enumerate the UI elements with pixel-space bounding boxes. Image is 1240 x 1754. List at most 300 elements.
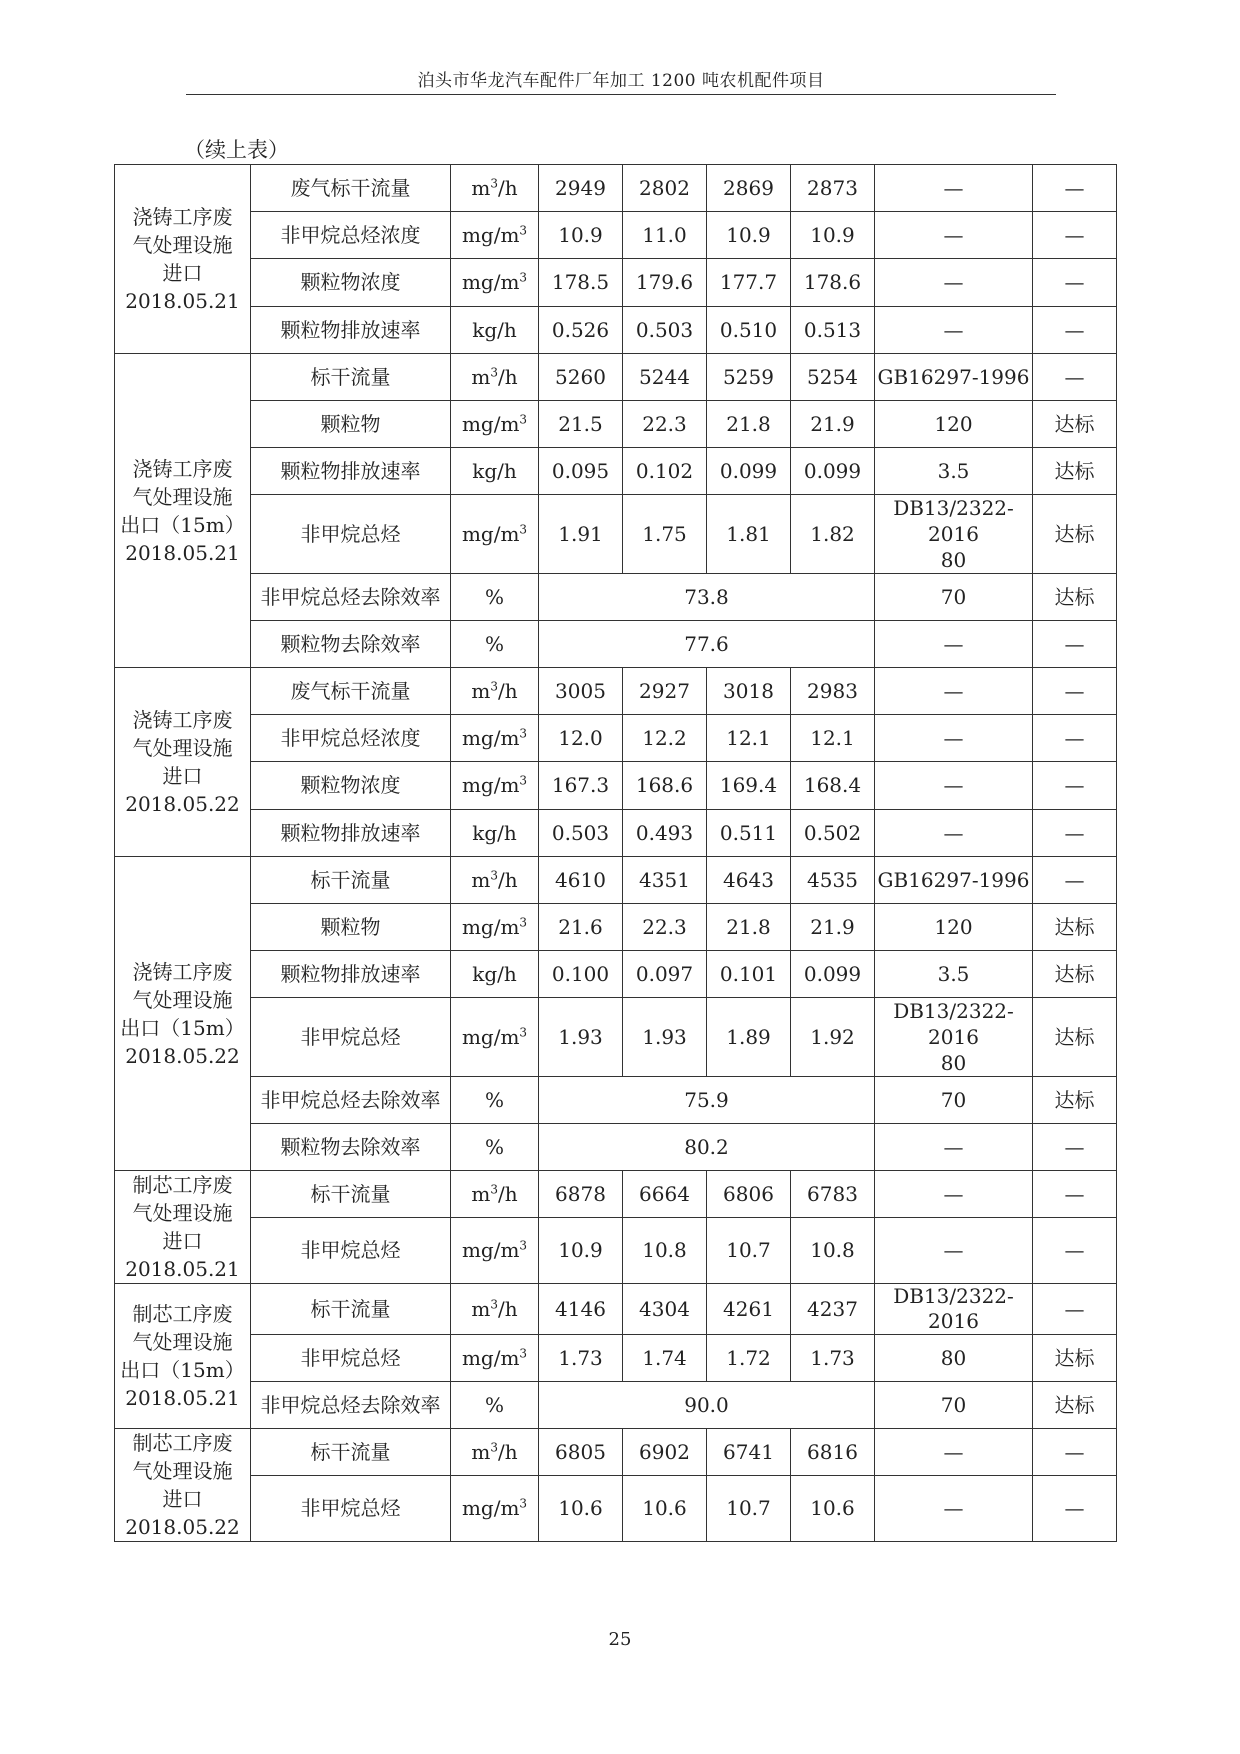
table-row [115,212,1117,259]
unit-tail: /h [497,867,518,892]
group-label-line: 2018.05.22 [125,792,240,816]
item-cell: 非甲烷总烃 [251,998,451,1077]
standard-cell: — [875,668,1033,715]
unit-superscript: 3 [519,914,528,929]
unit-superscript: 3 [490,175,498,190]
item-cell: 颗粒物去除效率 [251,621,451,668]
item-cell: 非甲烷总烃去除效率 [251,574,451,621]
value-cell: 22.3 [623,904,707,951]
group-label-line: 浇铸工序废 [132,959,233,984]
unit-tail: /h [497,678,518,703]
group-label-line: 出口（15m） [120,512,245,537]
item-cell: 非甲烷总烃去除效率 [251,1077,451,1124]
standard-cell: GB16297-1996 [875,857,1033,904]
item-cell: 标干流量 [251,1284,451,1335]
result-cell: 达标 [1033,574,1117,621]
table-row [115,668,1117,715]
table-row [115,621,1117,668]
table-row [115,1429,1117,1476]
unit-base: m [471,1439,491,1464]
value-cell: 168.4 [791,762,875,810]
unit-base: m [471,678,491,703]
value-cell: 12.1 [707,715,791,762]
unit-cell [451,762,539,810]
unit-superscript: 3 [519,773,528,788]
table-row [115,495,1117,574]
unit-cell [451,668,539,715]
unit-base: mg/m [461,914,520,939]
result-cell: 达标 [1033,401,1117,448]
unit-tail: /h [497,1439,518,1464]
group-label-cell [115,165,251,354]
standard-cell: — [875,1476,1033,1542]
value-cell: 6741 [707,1429,791,1476]
unit-base: kg/h [472,820,517,845]
group-label-line: 2018.05.21 [125,1257,240,1281]
standard-cell: — [875,762,1033,810]
unit-cell [451,495,539,574]
unit-cell [451,1218,539,1284]
header-rule [186,94,1056,95]
monitoring-results-table [114,164,1117,1542]
value-cell: 3005 [539,668,623,715]
merged-value-cell: 75.9 [539,1077,875,1124]
item-cell: 标干流量 [251,1429,451,1476]
table-row [115,951,1117,998]
result-cell: — [1033,1284,1117,1335]
merged-value-cell: 73.8 [539,574,875,621]
unit-base: % [484,1134,504,1159]
item-cell: 非甲烷总烃浓度 [251,715,451,762]
standard-code: DB13/2322-2016 [893,496,1014,546]
item-cell: 废气标干流量 [251,668,451,715]
group-label-line: 2018.05.21 [125,289,240,313]
value-cell: 6806 [707,1171,791,1218]
item-cell: 非甲烷总烃 [251,1476,451,1542]
value-cell: 4237 [791,1284,875,1335]
unit-superscript: 3 [519,411,528,426]
unit-base: % [484,631,504,656]
standard-cell [875,495,1033,574]
unit-base: mg/m [461,521,520,546]
value-cell: 10.7 [707,1476,791,1542]
value-cell: 6664 [623,1171,707,1218]
item-cell: 颗粒物排放速率 [251,951,451,998]
standard-cell: 70 [875,574,1033,621]
value-cell: 4146 [539,1284,623,1335]
value-cell: 6878 [539,1171,623,1218]
unit-cell [451,998,539,1077]
group-label-line: 2018.05.21 [125,1386,240,1410]
standard-cell: — [875,307,1033,354]
result-cell: — [1033,1218,1117,1284]
value-cell: 0.493 [623,810,707,857]
value-cell: 1.93 [623,998,707,1077]
value-cell: 1.81 [707,495,791,574]
unit-base: mg/m [461,1345,520,1370]
group-label-line: 气处理设施 [132,1201,233,1225]
item-cell: 非甲烷总烃 [251,1335,451,1382]
standard-cell: — [875,165,1033,212]
table-row [115,857,1117,904]
group-label-line: 进口 [162,261,203,285]
value-cell: 4304 [623,1284,707,1335]
table-row [115,1077,1117,1124]
unit-base: m [471,364,491,389]
group-label-line: 制芯工序废 [132,1173,233,1197]
result-cell: 达标 [1033,998,1117,1077]
unit-tail: /h [497,1296,518,1321]
value-cell: 10.8 [623,1218,707,1284]
group-label-line: 出口（15m） [120,1015,245,1040]
value-cell: 4351 [623,857,707,904]
value-cell: 0.101 [707,951,791,998]
value-cell: 1.75 [623,495,707,574]
value-cell: 6805 [539,1429,623,1476]
result-cell: — [1033,715,1117,762]
group-label-line: 气处理设施 [132,484,233,509]
result-cell: — [1033,259,1117,307]
value-cell: 10.8 [791,1218,875,1284]
value-cell: 21.5 [539,401,623,448]
unit-cell [451,354,539,401]
continued-label: （续上表） [184,138,289,162]
table-row [115,307,1117,354]
unit-superscript: 3 [519,725,528,740]
table-row [115,401,1117,448]
group-label-cell [115,1429,251,1542]
unit-cell [451,1429,539,1476]
unit-tail: /h [497,364,518,389]
group-label-cell [115,1171,251,1284]
unit-cell [451,1382,539,1429]
unit-cell [451,307,539,354]
standard-cell [875,998,1033,1077]
result-cell: — [1033,621,1117,668]
unit-base: mg/m [461,222,520,247]
value-cell: 2802 [623,165,707,212]
standard-cell: 120 [875,401,1033,448]
group-label-line: 2018.05.22 [125,1043,240,1068]
result-cell: 达标 [1033,495,1117,574]
value-cell: 1.82 [791,495,875,574]
unit-base: mg/m [461,773,520,797]
result-cell: — [1033,165,1117,212]
value-cell: 10.9 [539,212,623,259]
value-cell: 0.097 [623,951,707,998]
unit-base: % [484,1087,504,1112]
unit-superscript: 3 [490,1440,498,1455]
unit-superscript: 3 [519,1496,528,1511]
result-cell: 达标 [1033,448,1117,495]
value-cell: 178.5 [539,259,623,307]
item-cell: 标干流量 [251,354,451,401]
value-cell: 0.102 [623,448,707,495]
value-cell: 0.513 [791,307,875,354]
group-label-line: 进口 [162,1487,203,1511]
group-label-line: 2018.05.21 [125,540,240,565]
value-cell: 1.89 [707,998,791,1077]
unit-cell [451,621,539,668]
table-row [115,1218,1117,1284]
unit-cell [451,857,539,904]
value-cell: 10.6 [623,1476,707,1542]
unit-base: % [484,584,504,609]
unit-cell [451,212,539,259]
item-cell: 颗粒物 [251,904,451,951]
group-label-line: 气处理设施 [132,736,233,760]
unit-superscript: 3 [490,867,498,882]
table-row [115,762,1117,810]
group-label-line: 浇铸工序废 [132,205,233,229]
unit-cell [451,810,539,857]
group-label-line: 浇铸工序废 [132,708,233,732]
unit-cell [451,1476,539,1542]
result-cell: — [1033,668,1117,715]
result-cell: — [1033,762,1117,810]
group-label-line: 气处理设施 [132,233,233,257]
table-row [115,998,1117,1077]
unit-tail: /h [497,175,518,200]
standard-code: DB13/2322-2016 [893,999,1014,1049]
table-body [115,165,1117,1542]
value-cell: 12.0 [539,715,623,762]
value-cell: 10.9 [539,1218,623,1284]
result-cell: 达标 [1033,1335,1117,1382]
value-cell: 1.73 [791,1335,875,1382]
value-cell: 0.099 [791,951,875,998]
unit-cell [451,1077,539,1124]
value-cell: 22.3 [623,401,707,448]
value-cell: 0.503 [623,307,707,354]
value-cell: 4643 [707,857,791,904]
unit-superscript: 3 [490,364,498,379]
result-cell: — [1033,1171,1117,1218]
standard-cell: 120 [875,904,1033,951]
value-cell: 4610 [539,857,623,904]
value-cell: 0.526 [539,307,623,354]
item-cell: 非甲烷总烃 [251,1218,451,1284]
result-cell: — [1033,1476,1117,1542]
unit-cell [451,1284,539,1335]
table-row [115,1476,1117,1542]
standard-cell: — [875,1429,1033,1476]
value-cell: 11.0 [623,212,707,259]
unit-cell [451,401,539,448]
standard-cell: DB13/2322-2016 [875,1284,1033,1335]
standard-cell: 70 [875,1077,1033,1124]
value-cell: 0.100 [539,951,623,998]
value-cell: 10.9 [707,212,791,259]
value-cell: 0.510 [707,307,791,354]
value-cell: 0.099 [707,448,791,495]
value-cell: 4261 [707,1284,791,1335]
value-cell: 6902 [623,1429,707,1476]
value-cell: 169.4 [707,762,791,810]
result-cell: 达标 [1033,904,1117,951]
unit-base: mg/m [461,1496,520,1521]
value-cell: 2873 [791,165,875,212]
group-label-line: 2018.05.22 [125,1515,240,1539]
value-cell: 1.72 [707,1335,791,1382]
value-cell: 1.93 [539,998,623,1077]
page-number: 25 [608,1629,632,1650]
value-cell: 21.9 [791,401,875,448]
table-row [115,715,1117,762]
merged-value-cell: 80.2 [539,1124,875,1171]
value-cell: 0.095 [539,448,623,495]
value-cell: 5259 [707,354,791,401]
unit-superscript: 3 [519,1238,528,1253]
standard-cell: — [875,212,1033,259]
table-row [115,259,1117,307]
result-cell: 达标 [1033,951,1117,998]
group-label-cell [115,668,251,857]
result-cell: — [1033,810,1117,857]
value-cell: 21.8 [707,904,791,951]
group-label-cell [115,1284,251,1429]
value-cell: 2927 [623,668,707,715]
value-cell: 10.6 [791,1476,875,1542]
group-label-line: 气处理设施 [132,1459,233,1483]
unit-base: m [471,1181,491,1206]
standard-cell: — [875,259,1033,307]
unit-base: mg/m [461,411,520,436]
value-cell: 4535 [791,857,875,904]
standard-cell: 80 [875,1335,1033,1382]
value-cell: 0.502 [791,810,875,857]
unit-superscript: 3 [490,1296,498,1311]
standard-cell: 3.5 [875,951,1033,998]
standard-cell: — [875,1124,1033,1171]
standard-cell: 3.5 [875,448,1033,495]
standard-cell: 70 [875,1382,1033,1429]
value-cell: 168.6 [623,762,707,810]
group-label-line: 气处理设施 [132,1330,233,1354]
standard-limit: 80 [940,1051,967,1075]
result-cell: — [1033,307,1117,354]
group-label-cell [115,354,251,668]
value-cell: 10.9 [791,212,875,259]
unit-superscript: 3 [519,521,528,536]
value-cell: 0.099 [791,448,875,495]
standard-cell: — [875,1171,1033,1218]
value-cell: 2983 [791,668,875,715]
unit-base: kg/h [472,458,517,483]
group-label-line: 进口 [162,1229,203,1253]
unit-base: mg/m [461,1024,520,1049]
standard-cell: — [875,715,1033,762]
table-row [115,165,1117,212]
value-cell: 1.74 [623,1335,707,1382]
value-cell: 21.6 [539,904,623,951]
unit-base: m [471,867,491,892]
value-cell: 10.7 [707,1218,791,1284]
table-row [115,810,1117,857]
table-row [115,904,1117,951]
table-row [115,1284,1117,1335]
result-cell: 达标 [1033,1077,1117,1124]
item-cell: 非甲烷总烃浓度 [251,212,451,259]
group-label-line: 制芯工序废 [132,1302,233,1326]
table-row [115,1335,1117,1382]
table-row [115,354,1117,401]
table-row [115,1124,1117,1171]
unit-superscript: 3 [490,1182,498,1197]
standard-cell: — [875,621,1033,668]
value-cell: 167.3 [539,762,623,810]
unit-base: kg/h [472,961,517,986]
value-cell: 3018 [707,668,791,715]
group-label-line: 制芯工序废 [132,1431,233,1455]
value-cell: 21.9 [791,904,875,951]
result-cell: — [1033,857,1117,904]
result-cell: — [1033,354,1117,401]
item-cell: 标干流量 [251,857,451,904]
item-cell: 非甲烷总烃 [251,495,451,574]
group-label-line: 进口 [162,764,203,788]
unit-base: kg/h [472,317,517,342]
unit-cell [451,574,539,621]
group-label-line: 出口（15m） [120,1358,245,1382]
merged-value-cell: 90.0 [539,1382,875,1429]
group-label-line: 气处理设施 [132,987,233,1012]
table-row [115,1382,1117,1429]
unit-superscript: 3 [519,1345,528,1360]
item-cell: 颗粒物排放速率 [251,810,451,857]
standard-cell: GB16297-1996 [875,354,1033,401]
item-cell: 颗粒物去除效率 [251,1124,451,1171]
document-header: 泊头市华龙汽车配件厂年加工 1200 吨农机配件项目 [417,71,825,91]
value-cell: 2869 [707,165,791,212]
unit-base: m [471,175,491,200]
group-label-cell [115,857,251,1171]
table-row [115,448,1117,495]
unit-cell [451,1124,539,1171]
unit-base: m [471,1296,491,1321]
unit-cell [451,951,539,998]
unit-superscript: 3 [490,678,498,693]
group-label-line: 浇铸工序废 [132,456,233,481]
result-cell: — [1033,1124,1117,1171]
item-cell: 颗粒物浓度 [251,762,451,810]
value-cell: 5244 [623,354,707,401]
unit-cell [451,1335,539,1382]
unit-cell [451,715,539,762]
value-cell: 0.503 [539,810,623,857]
value-cell: 1.73 [539,1335,623,1382]
unit-tail: /h [497,1181,518,1206]
item-cell: 标干流量 [251,1171,451,1218]
item-cell: 颗粒物排放速率 [251,307,451,354]
item-cell: 颗粒物浓度 [251,259,451,307]
value-cell: 12.1 [791,715,875,762]
value-cell: 1.92 [791,998,875,1077]
unit-cell [451,904,539,951]
standard-cell: — [875,1218,1033,1284]
unit-cell [451,165,539,212]
value-cell: 0.511 [707,810,791,857]
value-cell: 179.6 [623,259,707,307]
item-cell: 颗粒物 [251,401,451,448]
unit-base: mg/m [461,270,520,294]
value-cell: 10.6 [539,1476,623,1542]
value-cell: 21.8 [707,401,791,448]
unit-superscript: 3 [519,1024,528,1039]
unit-base: mg/m [461,725,520,750]
value-cell: 1.91 [539,495,623,574]
item-cell: 颗粒物排放速率 [251,448,451,495]
